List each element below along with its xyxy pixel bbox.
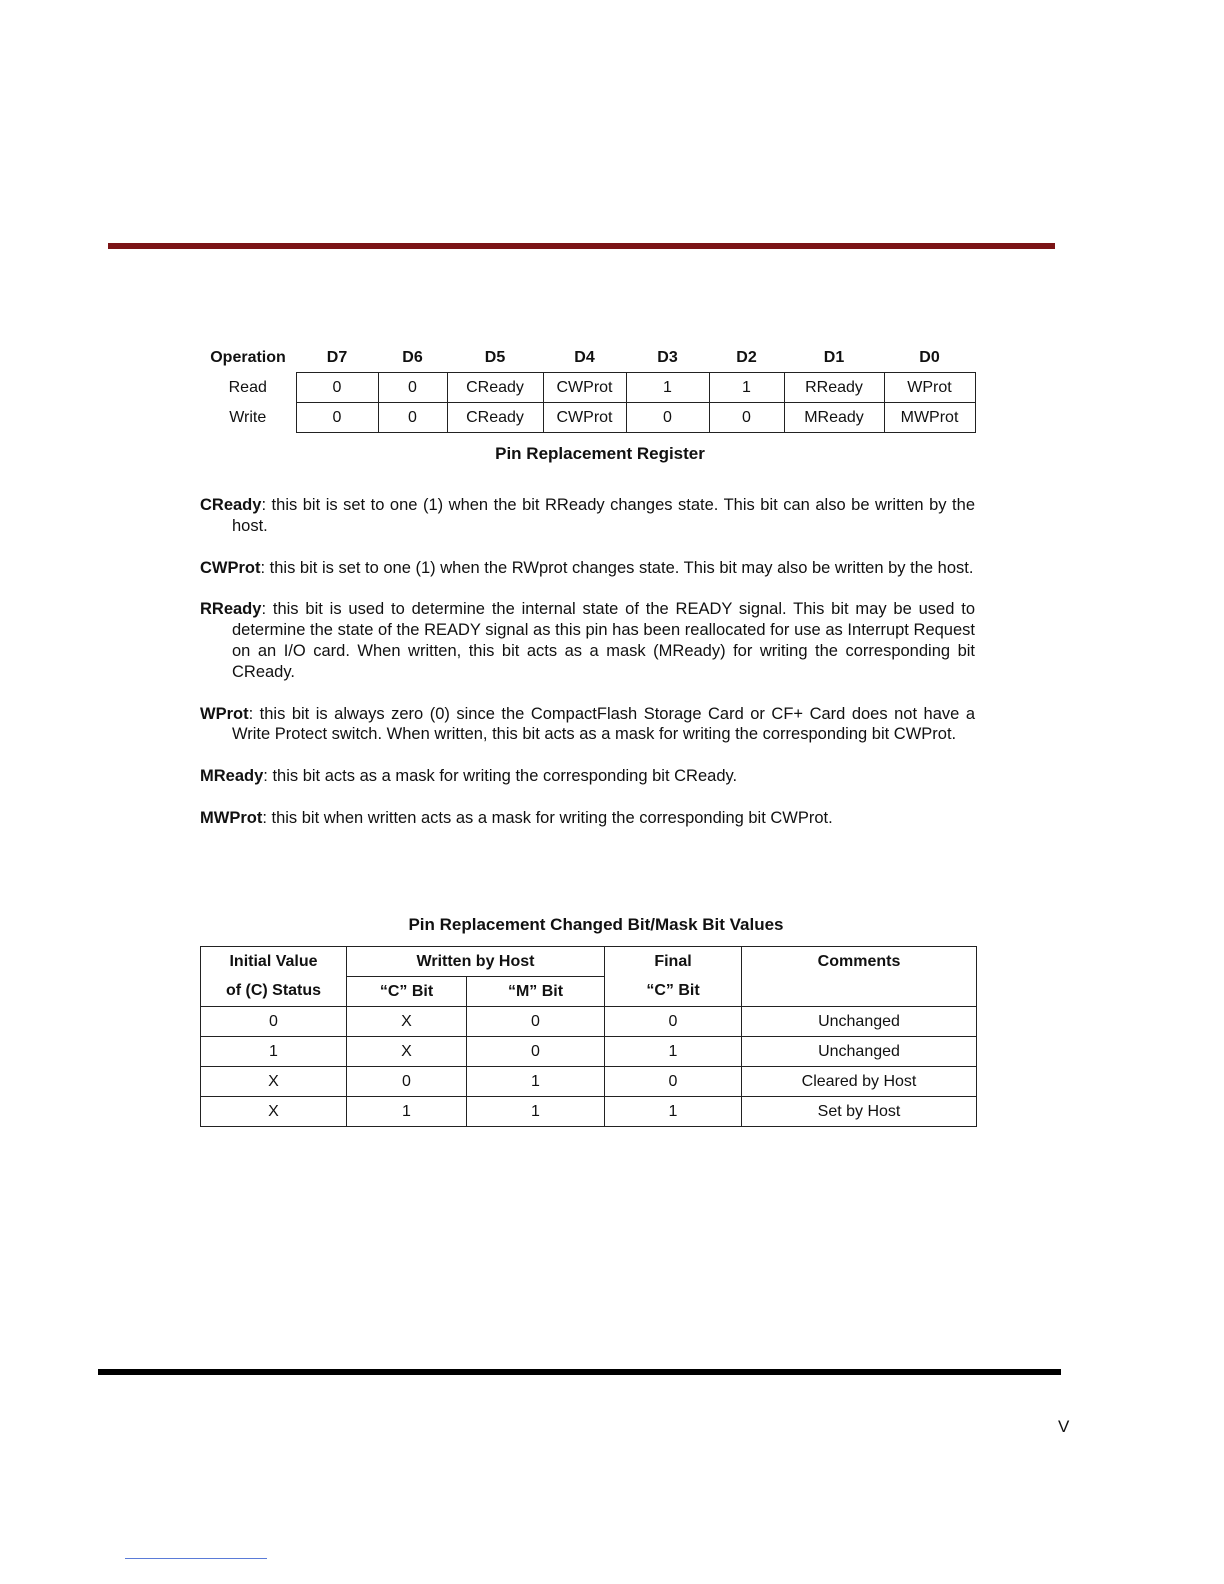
table-cell: X [347,1007,467,1037]
register-caption: Pin Replacement Register [495,444,705,463]
header-final-c-bit: “C” Bit [605,977,742,1007]
header-c-bit: “C” Bit [347,977,467,1007]
register-bit: RReady [784,373,884,403]
register-header: Operation [210,349,286,367]
table-cell: 0 [347,1067,467,1097]
register-bit: CWProt [543,373,626,403]
table-cell: 0 [605,1007,742,1037]
header-rule [108,243,1055,249]
table-cell: 0 [201,1007,347,1037]
pin-replacement-register-table [200,344,976,433]
table-cell: Unchanged [742,1007,977,1037]
definition-rready [200,599,975,682]
definition-cwprot [200,558,975,579]
header-final: Final [605,947,742,977]
register-header: D5 [484,349,506,366]
definition-term: CWProt [200,558,261,577]
register-header: D4 [574,349,595,366]
mask-bit-values-table [200,946,977,1127]
definitions-list [200,495,975,850]
register-row-read [200,373,975,403]
table-cell: 1 [201,1037,347,1067]
register-bit: 0 [296,373,378,403]
register-bit: CWProt [543,403,626,433]
table-row [201,1097,977,1127]
definition-mwprot [200,808,975,829]
register-bit: 0 [626,403,709,433]
mask-table-caption: Pin Replacement Changed Bit/Mask Bit Values [408,915,784,934]
table-cell: Unchanged [742,1037,977,1067]
register-bit: CReady [447,403,543,433]
definition-text: : this bit is set to one (1) when the bit RReady changes state. This bit can also be written by the host. [232,496,975,535]
header-m-bit: “M” Bit [467,977,605,1007]
definition-cready [200,495,975,537]
register-operation: Read [228,378,267,396]
table-cell: 0 [467,1007,605,1037]
definition-term: MReady [200,767,264,786]
register-header: D1 [823,349,845,366]
register-bit: CReady [447,373,543,403]
header-c-status: of (C) Status [201,977,347,1007]
definition-term: CReady [200,496,262,514]
register-bit: WProt [884,373,975,403]
footer-link-underline[interactable] [125,1558,267,1559]
register-bit: 1 [709,373,784,403]
register-bit: 0 [378,403,447,433]
definition-text: : this bit is used to determine the internal state of the READY signal. This bit may be used to determine the state of the READY signal as this pin has been reallocated for use as Interrupt Request on an I/O card. When written, this bit acts as a mask (MReady) for writing the corresponding bit CReady. [232,600,975,681]
header-comments: Comments [742,947,977,977]
register-header: D6 [402,349,423,366]
register-header: D0 [919,349,940,366]
mask-subheader-row [201,977,977,1007]
table-cell: Set by Host [742,1097,977,1127]
register-bit: 0 [709,403,784,433]
table-cell: 1 [467,1097,605,1127]
definition-text: : this bit when written acts as a mask for writing the corresponding bit CWProt. [262,808,833,827]
definition-term: MWProt [200,808,263,827]
definition-term: RReady [200,600,262,619]
table-cell: 0 [605,1067,742,1097]
register-bit: 1 [626,373,709,403]
register-header: D3 [657,349,678,366]
page-number: V [1058,1417,1070,1436]
header-initial-value: Initial Value [201,947,347,977]
table-cell: 1 [467,1067,605,1097]
table-cell: 1 [347,1097,467,1127]
definition-mready [200,766,975,787]
table-cell: X [347,1037,467,1067]
definition-text: : this bit is set to one (1) when the RWprot changes state. This bit may also be written by the host. [260,558,974,577]
register-bit: MReady [784,403,884,433]
register-bit: 0 [296,403,378,433]
table-cell: 1 [605,1037,742,1067]
table-cell: X [201,1067,347,1097]
register-row-write [200,403,975,433]
definition-wprot [200,704,975,746]
definition-term: WProt [200,704,249,723]
register-header: D7 [326,349,348,366]
register-bit: 0 [378,373,447,403]
definition-text: : this bit is always zero (0) since the CompactFlash Storage Card or CF+ Card does not have a Write Protect switch. When written, this bit acts as a mask for writing the corresponding bit CWProt. [232,704,975,744]
register-header-row [200,344,975,373]
table-cell: Cleared by Host [742,1067,977,1097]
definition-text: : this bit acts as a mask for writing the corresponding bit CReady. [263,767,738,786]
header-written-by-host: Written by Host [347,947,605,977]
table-row [201,1037,977,1067]
table-row [201,1007,977,1037]
table-cell: 1 [605,1097,742,1127]
table-row [201,1067,977,1097]
table-cell: 0 [467,1037,605,1067]
footer-rule [98,1369,1061,1375]
register-header: D2 [736,349,757,366]
header-comments-blank [742,977,977,1007]
register-bit: MWProt [884,403,975,433]
register-operation: Write [229,408,267,426]
table-cell: X [201,1097,347,1127]
mask-header-row [201,947,977,977]
